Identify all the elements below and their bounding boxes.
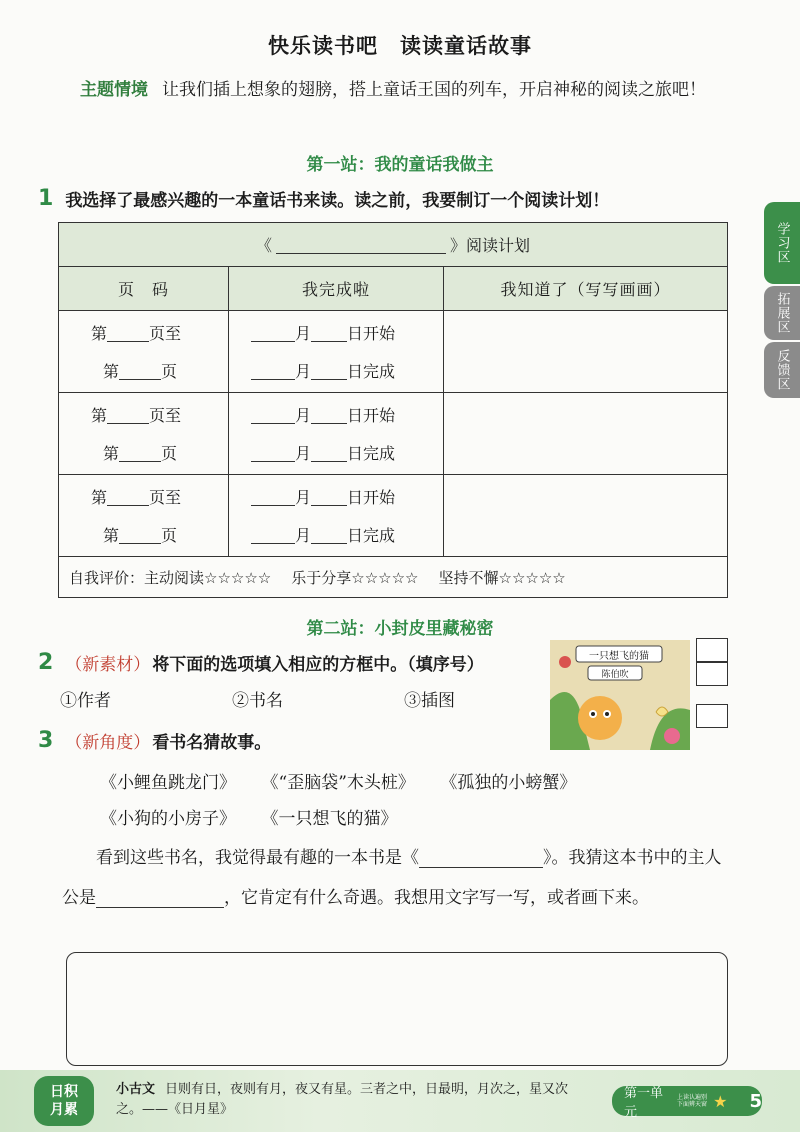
book-title: 《小鲤鱼跳龙门》 bbox=[100, 773, 236, 793]
daily-accumulation-badge: 日积 月累 bbox=[34, 1076, 94, 1126]
plan-header-row bbox=[59, 267, 727, 311]
plan-title-row: 《 》阅读计划 bbox=[59, 223, 727, 267]
day-blank[interactable] bbox=[311, 324, 347, 342]
answer-box-2[interactable] bbox=[696, 662, 728, 686]
header-done: 我完成啦 bbox=[229, 267, 444, 310]
page-start-blank[interactable] bbox=[107, 488, 149, 506]
book-title: 《“歪脑袋”木头桩》 bbox=[270, 773, 415, 793]
options-list bbox=[60, 686, 576, 711]
page-end-blank[interactable] bbox=[119, 526, 161, 544]
notes-cell[interactable] bbox=[444, 311, 727, 392]
day-blank[interactable] bbox=[311, 406, 347, 424]
day-blank[interactable] bbox=[311, 444, 347, 462]
guess-paragraph: 看到这些书名，我觉得最有趣的一本书是《 》。我猜这本书中的主人公是 ，它肯定有什么奇遇。我想用文字写一写，或者画下来。 bbox=[62, 848, 722, 908]
theme-label: 主题情境 bbox=[80, 80, 148, 100]
month-blank[interactable] bbox=[251, 362, 295, 380]
page-number: 5 bbox=[749, 1090, 762, 1112]
rating-sharing[interactable]: 乐于分享☆☆☆☆☆ bbox=[291, 568, 419, 587]
month-blank[interactable] bbox=[251, 488, 295, 506]
book-title: 《孤独的小螃蟹》 bbox=[448, 773, 577, 793]
notes-cell[interactable] bbox=[444, 475, 727, 556]
book-title: 《小狗的小房子》 bbox=[100, 809, 236, 829]
header-learned: 我知道了（写写画画） bbox=[500, 280, 671, 299]
book-name-blank[interactable] bbox=[276, 236, 446, 254]
tab-study[interactable]: 学习区 bbox=[764, 202, 800, 284]
favorite-book-blank[interactable] bbox=[419, 850, 543, 868]
question-3: 3 （新角度） 看书名猜故事。 bbox=[38, 728, 272, 753]
header-pages: 页 码 bbox=[59, 267, 229, 310]
station-1-heading: 第一站：我的童话我做主 bbox=[306, 155, 494, 175]
rating-persistence[interactable]: 坚持不懈☆☆☆☆☆ bbox=[438, 568, 566, 587]
month-blank[interactable] bbox=[251, 406, 295, 424]
theme-text: 让我们插上想象的翅膀，搭上童话王国的列车，开启神秘的阅读之旅吧！ bbox=[162, 80, 706, 100]
page-end-blank[interactable] bbox=[119, 362, 161, 380]
book-cover-illustration bbox=[550, 640, 690, 750]
unit-label: 第一单元 上读认遍别 下面辨天窗 ★ 5 bbox=[612, 1086, 762, 1116]
option-illustration: ③插图 bbox=[404, 691, 455, 711]
plan-row: 第 页至 第 页 月 日开始 月 日完成 bbox=[59, 475, 727, 557]
day-blank[interactable] bbox=[311, 488, 347, 506]
reading-plan-table bbox=[58, 222, 728, 598]
month-blank[interactable] bbox=[251, 444, 295, 462]
page-start-blank[interactable] bbox=[107, 406, 149, 424]
star-icon: ★ bbox=[713, 1091, 728, 1111]
page-start-blank[interactable] bbox=[107, 324, 149, 342]
theme-intro bbox=[62, 72, 734, 108]
question-2: 2 （新素材） 将下面的选项填入相应的方框中。（填序号） bbox=[38, 650, 484, 675]
book-list-row-1 bbox=[100, 768, 610, 793]
answer-box-1[interactable] bbox=[696, 638, 728, 662]
day-blank[interactable] bbox=[311, 362, 347, 380]
station-2-heading: 第二站：小封皮里藏秘密 bbox=[306, 619, 494, 639]
cat-icon bbox=[578, 696, 622, 740]
cover-book-title: 一只想飞的猫 bbox=[589, 651, 649, 662]
cover-author: 陈伯吹 bbox=[601, 670, 629, 680]
writing-drawing-box[interactable] bbox=[66, 952, 728, 1066]
question-1: 1 我选择了最感兴趣的一本童话书来读。读之前，我要制订一个阅读计划！ bbox=[38, 186, 610, 211]
classical-text: 小古文 日则有日，夜则有月，夜又有星。三者之中，日最明，月次之，星又次之。——《日月星》 bbox=[116, 1082, 569, 1117]
tab-extend[interactable]: 拓展区 bbox=[764, 286, 800, 340]
book-list-row-2 bbox=[100, 804, 432, 829]
page-end-blank[interactable] bbox=[119, 444, 161, 462]
rating-active-reading[interactable]: 主动阅读☆☆☆☆☆ bbox=[144, 568, 272, 587]
protagonist-blank[interactable] bbox=[96, 890, 224, 908]
tab-feedback[interactable]: 反馈区 bbox=[764, 342, 800, 398]
option-title: ②书名 bbox=[232, 691, 283, 711]
answer-box-3[interactable] bbox=[696, 704, 728, 728]
book-title: 《一只想飞的猫》 bbox=[270, 809, 398, 829]
month-blank[interactable] bbox=[251, 324, 295, 342]
plan-row: 第 页至 第 页 月 日开始 月 日完成 bbox=[59, 311, 727, 393]
month-blank[interactable] bbox=[251, 526, 295, 544]
notes-cell[interactable] bbox=[444, 393, 727, 474]
day-blank[interactable] bbox=[311, 526, 347, 544]
footer-bar bbox=[0, 1070, 800, 1132]
self-evaluation-row: 自我评价： 主动阅读☆☆☆☆☆ 乐于分享☆☆☆☆☆ 坚持不懈☆☆☆☆☆ bbox=[69, 568, 566, 587]
plan-row: 第 页至 第 页 月 日开始 月 日完成 bbox=[59, 393, 727, 475]
option-author: ①作者 bbox=[60, 691, 111, 711]
page-title: 快乐读书吧 读读童话故事 bbox=[268, 34, 532, 58]
